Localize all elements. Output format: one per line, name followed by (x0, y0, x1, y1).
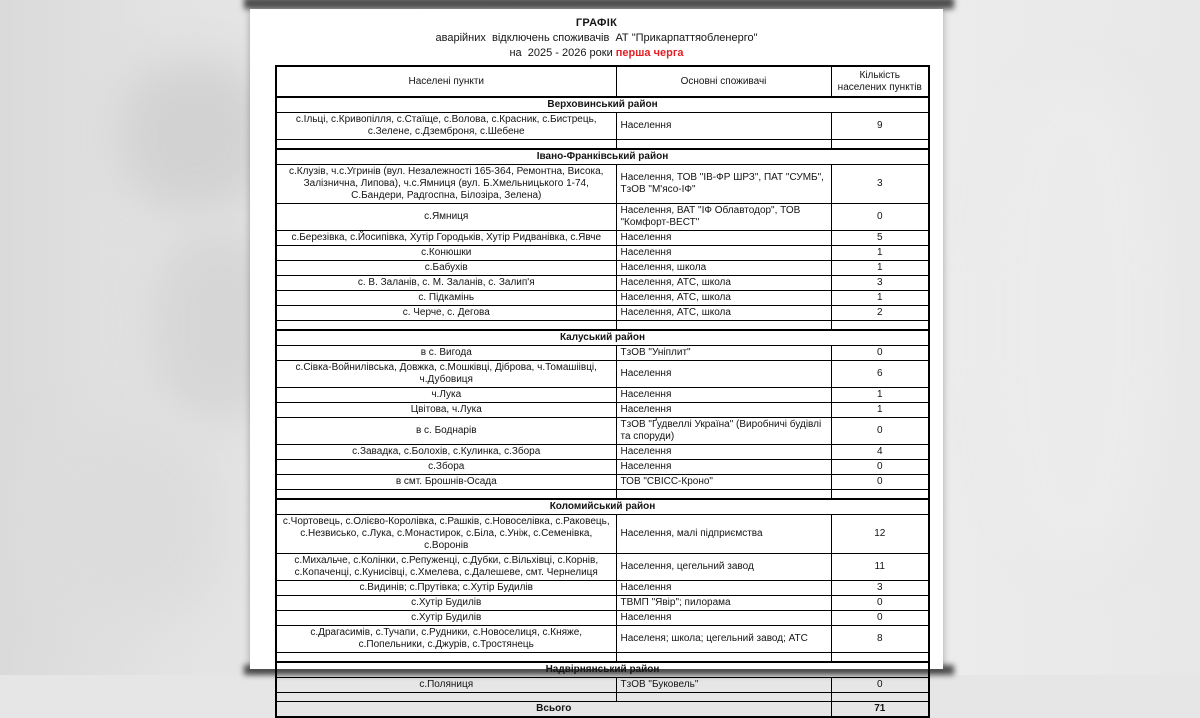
spacer-row (276, 490, 929, 500)
background-blur-blob (20, 420, 220, 620)
section-header-row (276, 499, 929, 515)
table-row (276, 261, 929, 276)
table-row (276, 596, 929, 611)
consumers-cell: Населення, ТОВ "ІВ-ФР ШРЗ", ПАТ "СУМБ", ТзОВ "М'ясо-ІФ" (616, 165, 831, 204)
consumers-cell: Населення (616, 246, 831, 261)
document-subtitle: аварійних відключень споживачів АТ "Прикарпаттяобленерго" (435, 32, 758, 44)
settlements-cell: с. Черче, с. Дегова (276, 306, 616, 321)
settlements-cell (276, 490, 616, 500)
consumers-cell: Населення (616, 445, 831, 460)
settlements-cell: ч.Лука (276, 388, 616, 403)
table-row (276, 231, 929, 246)
spacer-row (276, 693, 929, 702)
spacer-row (276, 653, 929, 663)
total-label: Всього (276, 702, 831, 718)
count-cell: 2 (831, 306, 929, 321)
settlements-cell: с.Поляниця (276, 678, 616, 693)
table-row (276, 611, 929, 626)
settlements-cell: в с. Боднарів (276, 418, 616, 445)
count-cell: 1 (831, 291, 929, 306)
header-consumers: Основні споживачі (616, 66, 831, 97)
count-cell: 1 (831, 388, 929, 403)
count-cell (831, 653, 929, 663)
section-title: Надвірнянський район (276, 662, 929, 678)
table-row (276, 475, 929, 490)
settlements-cell: с.Конюшки (276, 246, 616, 261)
consumers-cell: Населення (616, 460, 831, 475)
table-row (276, 460, 929, 475)
count-cell: 3 (831, 276, 929, 291)
table-row (276, 113, 929, 140)
section-title: Калуський район (276, 330, 929, 346)
consumers-cell: ТзОВ "Уніплит" (616, 346, 831, 361)
table-row (276, 204, 929, 231)
consumers-cell: Населення, АТС, школа (616, 291, 831, 306)
table-footer (276, 702, 929, 718)
count-cell: 3 (831, 581, 929, 596)
settlements-cell: в смт. Брошнів-Осада (276, 475, 616, 490)
consumers-cell: ТзОВ "Ґудвеллі Україна" (Виробничі будівлі та споруди) (616, 418, 831, 445)
count-cell: 5 (831, 231, 929, 246)
total-value: 71 (831, 702, 929, 718)
consumers-cell: Населення (616, 231, 831, 246)
count-cell: 12 (831, 515, 929, 554)
consumers-cell: Населення (616, 388, 831, 403)
count-cell: 6 (831, 361, 929, 388)
table-row (276, 418, 929, 445)
table-body (276, 97, 929, 702)
consumers-cell: ТОВ "СВІСС-Кроно" (616, 475, 831, 490)
settlements-cell: с.Березівка, с.Йосипівка, Хутір Городьків, Хутір Ридванівка, с.Явче (276, 231, 616, 246)
settlements-cell: с.Сівка-Войнилівська, Довжка, с.Мошківці, Діброва, ч.Томашіівці, ч.Дубовиця (276, 361, 616, 388)
document-title-block (250, 16, 943, 61)
consumers-cell: Населення, АТС, школа (616, 276, 831, 291)
count-cell (831, 693, 929, 702)
settlements-cell (276, 140, 616, 150)
count-cell: 0 (831, 460, 929, 475)
count-cell: 11 (831, 554, 929, 581)
consumers-cell (616, 653, 831, 663)
consumers-cell: Населення, школа (616, 261, 831, 276)
table-row (276, 246, 929, 261)
count-cell (831, 490, 929, 500)
table-row (276, 554, 929, 581)
consumers-cell: Населення (616, 361, 831, 388)
header-settlements: Населені пункти (276, 66, 616, 97)
count-cell: 1 (831, 403, 929, 418)
consumers-cell: Населення (616, 611, 831, 626)
count-cell: 1 (831, 246, 929, 261)
count-cell: 4 (831, 445, 929, 460)
count-cell: 0 (831, 418, 929, 445)
settlements-cell: с.Ільці, с.Кривопілля, с.Стаїще, с.Волова, с.Красник, с.Бистрець, с.Зелене, с.Дземброня, с.Шебене (276, 113, 616, 140)
section-title: Верховинський район (276, 97, 929, 113)
count-cell (831, 321, 929, 331)
background-blur-blob (120, 60, 270, 210)
settlements-cell: с. Підкамінь (276, 291, 616, 306)
table-row (276, 678, 929, 693)
document-title: ГРАФІК (575, 17, 618, 29)
section-header-row (276, 149, 929, 165)
table-row (276, 515, 929, 554)
consumers-cell (616, 140, 831, 150)
settlements-cell: с.Хутір Будилів (276, 611, 616, 626)
settlements-cell: с.Хутір Будилів (276, 596, 616, 611)
outage-schedule-table (275, 65, 930, 718)
settlements-cell: с.Збора (276, 460, 616, 475)
settlements-cell: с.Драгасимів, с.Тучапи, с.Рудники, с.Новоселиця, с.Княже, с.Попельники, с.Джурів, с.Тростянець (276, 626, 616, 653)
consumers-cell: Населення, цегельний завод (616, 554, 831, 581)
section-title: Івано-Франківський район (276, 149, 929, 165)
document-period-line (250, 46, 943, 61)
table-row (276, 403, 929, 418)
settlements-cell (276, 693, 616, 702)
consumers-cell: ТзОВ "Буковель" (616, 678, 831, 693)
table-row (276, 361, 929, 388)
page-top-shadow (244, 0, 954, 9)
spacer-row (276, 140, 929, 150)
table-row (276, 291, 929, 306)
count-cell (831, 140, 929, 150)
consumers-cell: Населення (616, 581, 831, 596)
table-row (276, 276, 929, 291)
settlements-cell: с.Видинів; с.Прутівка; с.Хутір Будилів (276, 581, 616, 596)
period-highlight: перша черга (615, 47, 684, 59)
period-text: на 2025 - 2026 роки (509, 47, 616, 59)
table-row (276, 445, 929, 460)
header-row (276, 66, 929, 97)
settlements-cell: с.Клузів, ч.с.Угринів (вул. Незалежності 165-364, Ремонтна, Висока, Залізнична, Липова), ч.с.Ямниця (вул. Б.Хмельницького 1-74, С.Бандери, Радгоспна, Білозіра, Зелена) (276, 165, 616, 204)
consumers-cell: Населення (616, 403, 831, 418)
consumers-cell: Населення, ВАТ "ІФ Облавтодор", ТОВ "Комфорт-ВЕСТ" (616, 204, 831, 231)
settlements-cell: с.Бабухів (276, 261, 616, 276)
table-header (276, 66, 929, 97)
settlements-cell: Цвітова, ч.Лука (276, 403, 616, 418)
background-blur-blob (990, 80, 1160, 560)
table-row (276, 165, 929, 204)
count-cell: 0 (831, 596, 929, 611)
count-cell: 0 (831, 204, 929, 231)
count-cell: 0 (831, 346, 929, 361)
count-cell: 8 (831, 626, 929, 653)
count-cell: 9 (831, 113, 929, 140)
count-cell: 0 (831, 611, 929, 626)
count-cell: 3 (831, 165, 929, 204)
table-row (276, 388, 929, 403)
count-cell: 0 (831, 678, 929, 693)
count-cell: 0 (831, 475, 929, 490)
settlements-cell: с.Михальче, с.Колінки, с.Репуженці, с.Дубки, с.Вільхівці, с.Корнів, с.Копаченці, с.Кунисівці, с.Хмелева, с.Далешеве, смт. Чернелиця (276, 554, 616, 581)
settlements-cell: с.Чортовець, с.Олієво-Королівка, с.Рашків, с.Новоселівка, с.Раковець, с.Незвисько, с.Лука, с.Монастирок, с.Біла, с.Уніж, с.Семенівка, с.Воронів (276, 515, 616, 554)
header-count: Кількість населених пунктів (831, 66, 929, 97)
table-row (276, 581, 929, 596)
spacer-row (276, 321, 929, 331)
settlements-cell (276, 321, 616, 331)
section-header-row (276, 97, 929, 113)
table-row (276, 306, 929, 321)
consumers-cell: Населеня; школа; цегельний завод; АТС (616, 626, 831, 653)
consumers-cell: Населення, малі підприємства (616, 515, 831, 554)
settlements-cell: в с. Вигода (276, 346, 616, 361)
consumers-cell (616, 693, 831, 702)
section-header-row (276, 330, 929, 346)
consumers-cell (616, 490, 831, 500)
settlements-cell: с. В. Заланів, с. М. Заланів, с. Залип'я (276, 276, 616, 291)
settlements-cell (276, 653, 616, 663)
document-page (250, 9, 943, 714)
settlements-cell: с.Завадка, с.Болохів, с.Кулинка, с.Збора (276, 445, 616, 460)
table-row (276, 346, 929, 361)
table-row (276, 626, 929, 653)
section-header-row (276, 662, 929, 678)
consumers-cell: ТВМП "Явір"; пилорама (616, 596, 831, 611)
count-cell: 1 (831, 261, 929, 276)
settlements-cell: с.Ямниця (276, 204, 616, 231)
section-title: Коломийський район (276, 499, 929, 515)
consumers-cell: Населення (616, 113, 831, 140)
consumers-cell: Населення, АТС, школа (616, 306, 831, 321)
consumers-cell (616, 321, 831, 331)
total-row (276, 702, 929, 718)
